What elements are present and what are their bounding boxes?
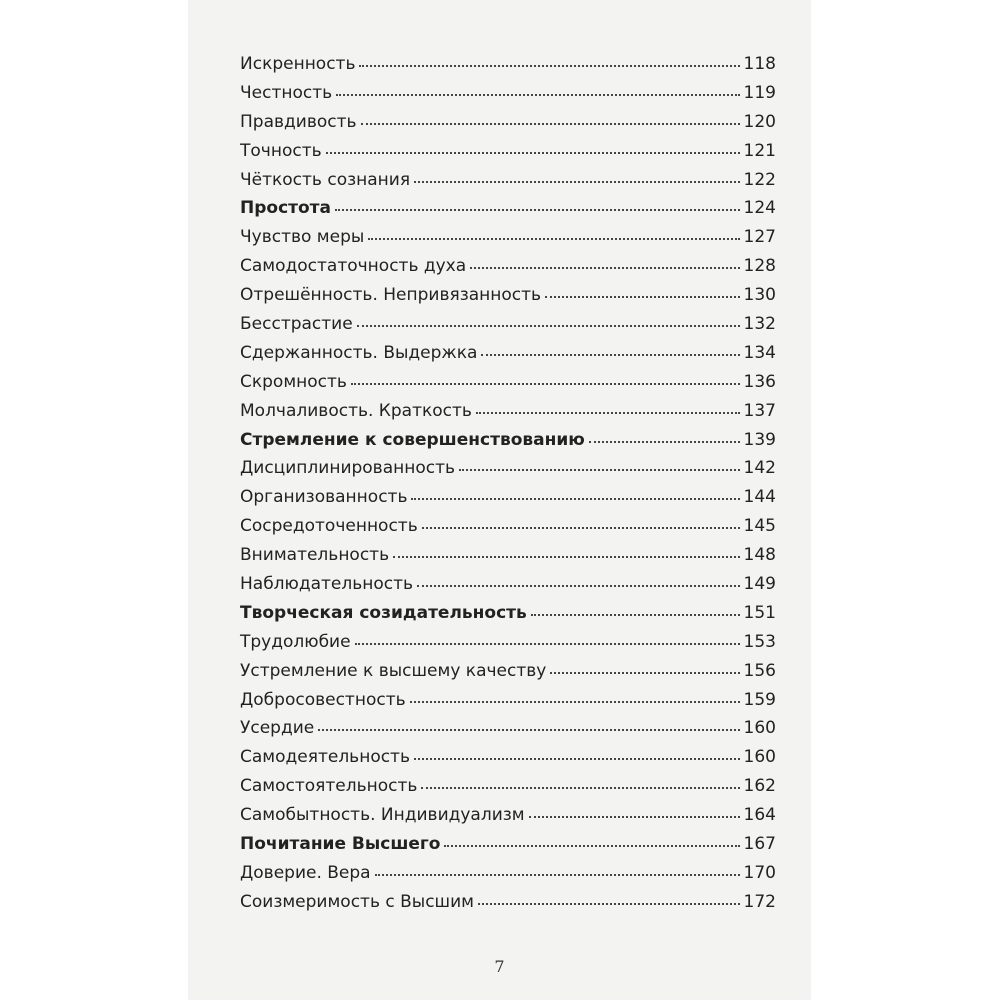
toc-entry (240, 632, 776, 661)
toc-entry-title: Самостоятельность (240, 776, 418, 797)
toc-entry-page: 139 (743, 429, 776, 450)
toc-entry-title: Самобытность. Индивидуализм (240, 805, 525, 826)
dot-leader (414, 180, 739, 183)
toc-entry-title: Сосредоточенность (240, 516, 418, 537)
toc-entry-title: Добросовестность (240, 689, 406, 710)
toc-entry-page: 144 (743, 487, 776, 508)
toc-entry-page: 160 (743, 718, 776, 739)
dot-leader (478, 902, 740, 905)
dot-leader (476, 411, 740, 414)
toc-entry-page: 151 (743, 602, 776, 623)
toc-section-heading (240, 603, 776, 632)
toc-entry-page: 167 (743, 834, 776, 855)
toc-entry-page: 156 (743, 660, 776, 681)
toc-entry (240, 863, 776, 892)
toc-entry-page: 159 (743, 689, 776, 710)
toc-entry-page: 153 (743, 631, 776, 652)
toc-entry (240, 343, 776, 372)
toc-entry (240, 747, 776, 776)
toc-entry (240, 256, 776, 285)
dot-leader (359, 64, 739, 67)
toc-entry (240, 141, 776, 170)
dot-leader (393, 555, 739, 558)
book-page (188, 0, 811, 1000)
toc-entry-title: Искренность (240, 54, 356, 74)
toc-entry (240, 545, 776, 574)
toc-entry (240, 892, 776, 921)
dot-leader (529, 815, 740, 818)
toc-entry-page: 120 (743, 111, 776, 132)
dot-leader (361, 122, 740, 125)
toc-entry-page: 122 (743, 169, 776, 190)
dot-leader (410, 700, 740, 703)
toc-entry-title: Чёткость сознания (240, 169, 411, 190)
toc-entry-title: Чувство меры (240, 227, 365, 248)
toc-entry-page: 148 (743, 545, 776, 566)
toc-entry (240, 54, 776, 83)
dot-leader (422, 526, 740, 529)
toc-entry-title: Молчаливость. Краткость (240, 400, 472, 421)
toc-entry (240, 372, 776, 401)
toc-entry-page: 130 (743, 285, 776, 306)
toc-entry (240, 285, 776, 314)
toc-entry (240, 574, 776, 603)
toc-entry-page: 121 (743, 140, 776, 161)
dot-leader (550, 671, 739, 674)
toc-entry-title: Самодеятельность (240, 747, 410, 768)
toc-entry-title: Стремление к совершенствованию (240, 429, 585, 450)
toc-entry-title: Сдержанность. Выдержка (240, 342, 478, 363)
toc-entry-title: Отрешённость. Непривязанность (240, 285, 542, 306)
dot-leader (589, 440, 740, 443)
toc-entry (240, 83, 776, 112)
dot-leader (368, 237, 739, 240)
toc-entry (240, 516, 776, 545)
toc-entry-page: 136 (743, 371, 776, 392)
toc-entry-title: Скромность (240, 371, 347, 392)
toc-entry-title: Дисциплинированность (240, 458, 456, 479)
toc-entry-title: Самодостаточность духа (240, 256, 467, 277)
toc-entry-title: Усердие (240, 718, 315, 739)
toc-entry-page: 132 (743, 314, 776, 335)
dot-leader (318, 728, 739, 731)
toc-entry-title: Правдивость (240, 111, 357, 132)
toc-entry (240, 487, 776, 516)
toc-entry-page: 142 (743, 458, 776, 479)
toc-entry-page: 134 (743, 342, 776, 363)
toc-entry-title: Трудолюбие (240, 631, 351, 652)
dot-leader (414, 757, 740, 760)
toc-section-heading (240, 430, 776, 459)
dot-leader (375, 873, 740, 876)
dot-leader (336, 93, 739, 96)
dot-leader (326, 151, 740, 154)
toc-entry-page: 164 (743, 805, 776, 826)
toc-entry-title: Простота (240, 198, 332, 219)
toc-entry-page: 162 (743, 776, 776, 797)
toc-section-heading (240, 834, 776, 863)
dot-leader (421, 786, 739, 789)
toc-entry-page: 145 (743, 516, 776, 537)
toc-entry-page: 124 (743, 198, 776, 219)
toc-entry-page: 170 (743, 862, 776, 883)
toc-entry-page: 137 (743, 400, 776, 421)
toc-entry-page: 128 (743, 256, 776, 277)
toc-entry-page: 160 (743, 747, 776, 768)
toc-entry-title: Доверие. Вера (240, 862, 371, 883)
dot-leader (545, 295, 739, 298)
toc-entry (240, 112, 776, 141)
toc-entry-page: 149 (743, 574, 776, 595)
dot-leader (335, 208, 740, 211)
toc-entry (240, 776, 776, 805)
toc-entry-page: 127 (743, 227, 776, 248)
toc-entry-title: Точность (240, 140, 322, 161)
toc-entry-title: Почитание Высшего (240, 834, 441, 855)
dot-leader (411, 497, 739, 500)
dot-leader (459, 468, 740, 471)
toc-entry-title: Наблюдательность (240, 574, 414, 595)
toc-entry-title: Организованность (240, 487, 408, 508)
toc-entry-title: Честность (240, 82, 333, 103)
toc-entry-title: Бесстрастие (240, 314, 353, 335)
toc-entry-title: Творческая созидательность (240, 602, 527, 623)
toc-entry-title: Устремление к высшему качеству (240, 660, 547, 681)
toc-entry (240, 227, 776, 256)
toc-entry-page: 172 (743, 891, 776, 912)
dot-leader (481, 353, 739, 356)
dot-leader (357, 324, 740, 327)
dot-leader (531, 613, 740, 616)
dot-leader (417, 584, 739, 587)
toc-section-heading (240, 198, 776, 227)
toc-entry (240, 661, 776, 690)
toc-entry (240, 170, 776, 199)
toc-entry (240, 314, 776, 343)
dot-leader (470, 266, 739, 269)
page-number: 7 (494, 957, 505, 976)
toc-entry-page: 119 (743, 82, 776, 103)
toc-entry-title: Соизмеримость с Высшим (240, 891, 474, 912)
dot-leader (444, 844, 739, 847)
dot-leader (351, 382, 740, 385)
toc-entry (240, 401, 776, 430)
toc-entry (240, 718, 776, 747)
table-of-contents (240, 54, 776, 921)
dot-leader (355, 642, 740, 645)
toc-entry (240, 458, 776, 487)
toc-entry (240, 805, 776, 834)
toc-entry (240, 690, 776, 719)
toc-entry-page: 118 (743, 54, 776, 74)
toc-entry-title: Внимательность (240, 545, 390, 566)
